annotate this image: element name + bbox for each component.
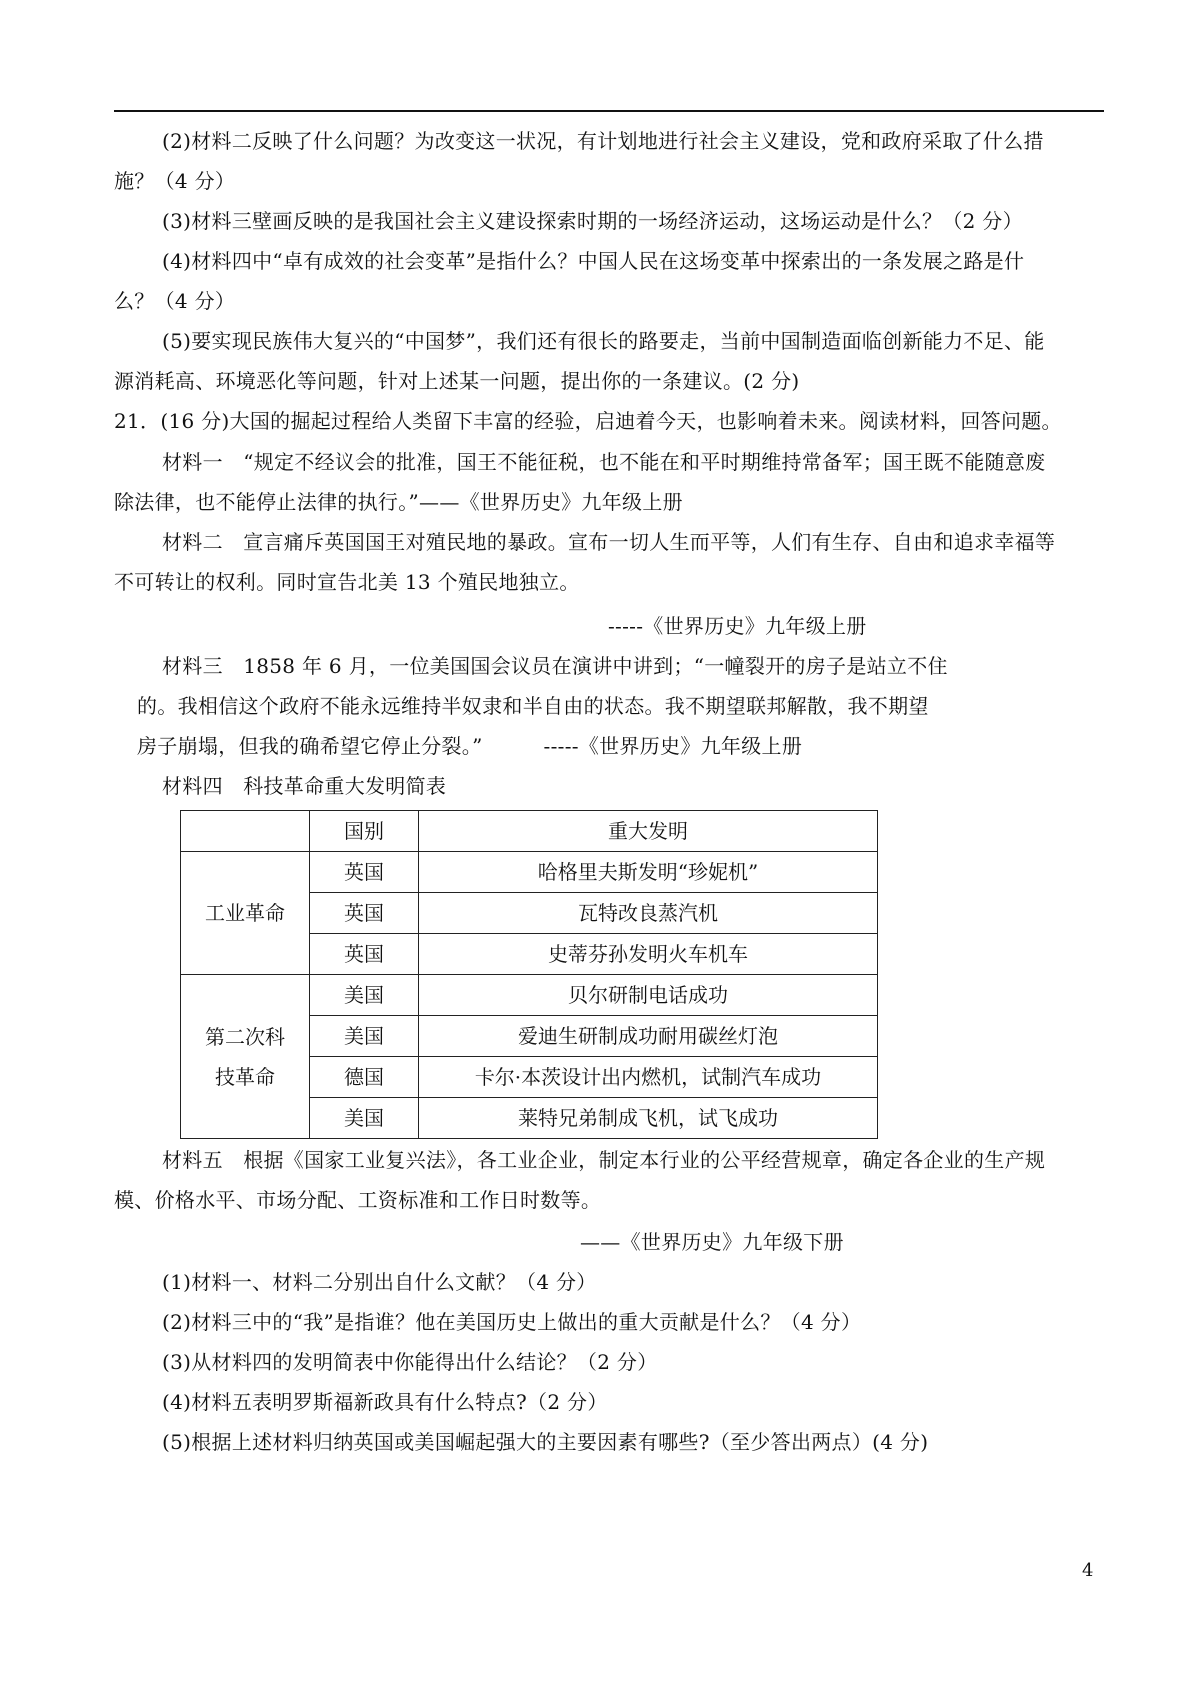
- header-rule: [114, 110, 1104, 112]
- material-2-source: -----《世界历史》九年级上册: [608, 614, 867, 638]
- country-cell: 英国: [310, 852, 419, 893]
- question-2-cont: 施？（4 分）: [114, 169, 236, 193]
- question-2: (2)材料二反映了什么问题？为改变这一状况，有计划地进行社会主义建设，党和政府采取了什么措: [162, 129, 1044, 153]
- table-header-cell: 重大发明: [419, 811, 878, 852]
- invention-cell: 莱特兄弟制成飞机，试飞成功: [419, 1098, 878, 1139]
- sub-question-1: (1)材料一、材料二分别出自什么文献？（4 分）: [162, 1270, 597, 1294]
- material-3-line3: 房子崩塌，但我的确希望它停止分裂。” -----《世界历史》九年级上册: [137, 734, 803, 758]
- material-3-line1: 材料三 1858 年 6 月，一位美国国会议员在演讲中讲到；“一幢裂开的房子是站立不住: [162, 654, 948, 678]
- material-4-title: 材料四 科技革命重大发明简表: [162, 774, 447, 798]
- country-cell: 英国: [310, 893, 419, 934]
- group-second-tech-revolution: [181, 975, 310, 1139]
- question-5: (5)要实现民族伟大复兴的“中国梦”，我们还有很长的路要走，当前中国制造面临创新能力不足、能: [162, 329, 1045, 353]
- group-industrial-revolution: 工业革命: [181, 852, 310, 975]
- invention-cell: 卡尔·本茨设计出内燃机，试制汽车成功: [419, 1057, 878, 1098]
- page-number: 4: [1082, 1560, 1094, 1581]
- material-2-line2: 不可转让的权利。同时宣告北美 13 个殖民地独立。: [114, 570, 580, 594]
- invention-cell: 哈格里夫斯发明“珍妮机”: [419, 852, 878, 893]
- sub-question-5: (5)根据上述材料归纳英国或美国崛起强大的主要因素有哪些?（至少答出两点）(4 分): [162, 1430, 929, 1454]
- material-5-source: ——《世界历史》九年级下册: [580, 1230, 844, 1254]
- table-header-cell: 国别: [310, 811, 419, 852]
- sub-question-2: (2)材料三中的“我”是指谁？他在美国历史上做出的重大贡献是什么？（4 分）: [162, 1310, 862, 1334]
- invention-cell: 贝尔研制电话成功: [419, 975, 878, 1016]
- country-cell: 美国: [310, 1098, 419, 1139]
- country-cell: 德国: [310, 1057, 419, 1098]
- material-5-line2: 模、价格水平、市场分配、工资标准和工作日时数等。: [114, 1188, 602, 1212]
- table-row: [181, 852, 878, 893]
- question-4-cont: 么？（4 分）: [114, 289, 236, 313]
- country-cell: 美国: [310, 1016, 419, 1057]
- country-cell: 英国: [310, 934, 419, 975]
- group-label-line1: 第二次科: [205, 1024, 285, 1049]
- table-header-cell: [181, 811, 310, 852]
- material-3-line2: 的。我相信这个政府不能永远维持半奴隶和半自由的状态。我不期望联邦解散，我不期望: [137, 694, 929, 718]
- table-header-row: [181, 811, 878, 852]
- country-cell: 美国: [310, 975, 419, 1016]
- question-4: (4)材料四中“卓有成效的社会变革”是指什么？中国人民在这场变革中探索出的一条发展之路是什: [162, 249, 1025, 273]
- table-row: [181, 975, 878, 1016]
- invention-cell: 爱迪生研制成功耐用碳丝灯泡: [419, 1016, 878, 1057]
- question-5-cont: 源消耗高、环境恶化等问题，针对上述某一问题，提出你的一条建议。(2 分): [114, 369, 800, 393]
- question-3: (3)材料三壁画反映的是我国社会主义建设探索时期的一场经济运动，这场运动是什么？（2 分）: [162, 209, 1023, 233]
- inventions-table: [180, 810, 878, 1139]
- material-1-line1: 材料一 “规定不经议会的批准，国王不能征税，也不能在和平时期维持常备军；国王既不能随意废: [162, 450, 1046, 474]
- material-2-line1: 材料二 宣言痛斥英国国王对殖民地的暴政。宣布一切人生而平等，人们有生存、自由和追求幸福等: [162, 530, 1056, 554]
- material-5-line1: 材料五 根据《国家工业复兴法》，各工业企业，制定本行业的公平经营规章，确定各企业的生产规: [162, 1148, 1046, 1172]
- q21-intro: 21．(16 分)大国的掘起过程给人类留下丰富的经验，启迪着今天，也影响着未来。阅读材料，回答问题。: [114, 409, 1062, 433]
- invention-cell: 瓦特改良蒸汽机: [419, 893, 878, 934]
- invention-cell: 史蒂芬孙发明火车机车: [419, 934, 878, 975]
- material-1-line2: 除法律，也不能停止法律的执行。”——《世界历史》九年级上册: [114, 490, 683, 514]
- sub-question-4: (4)材料五表明罗斯福新政具有什么特点?（2 分）: [162, 1390, 608, 1414]
- sub-question-3: (3)从材料四的发明简表中你能得出什么结论？（2 分）: [162, 1350, 658, 1374]
- group-label-line2: 技革命: [215, 1064, 275, 1089]
